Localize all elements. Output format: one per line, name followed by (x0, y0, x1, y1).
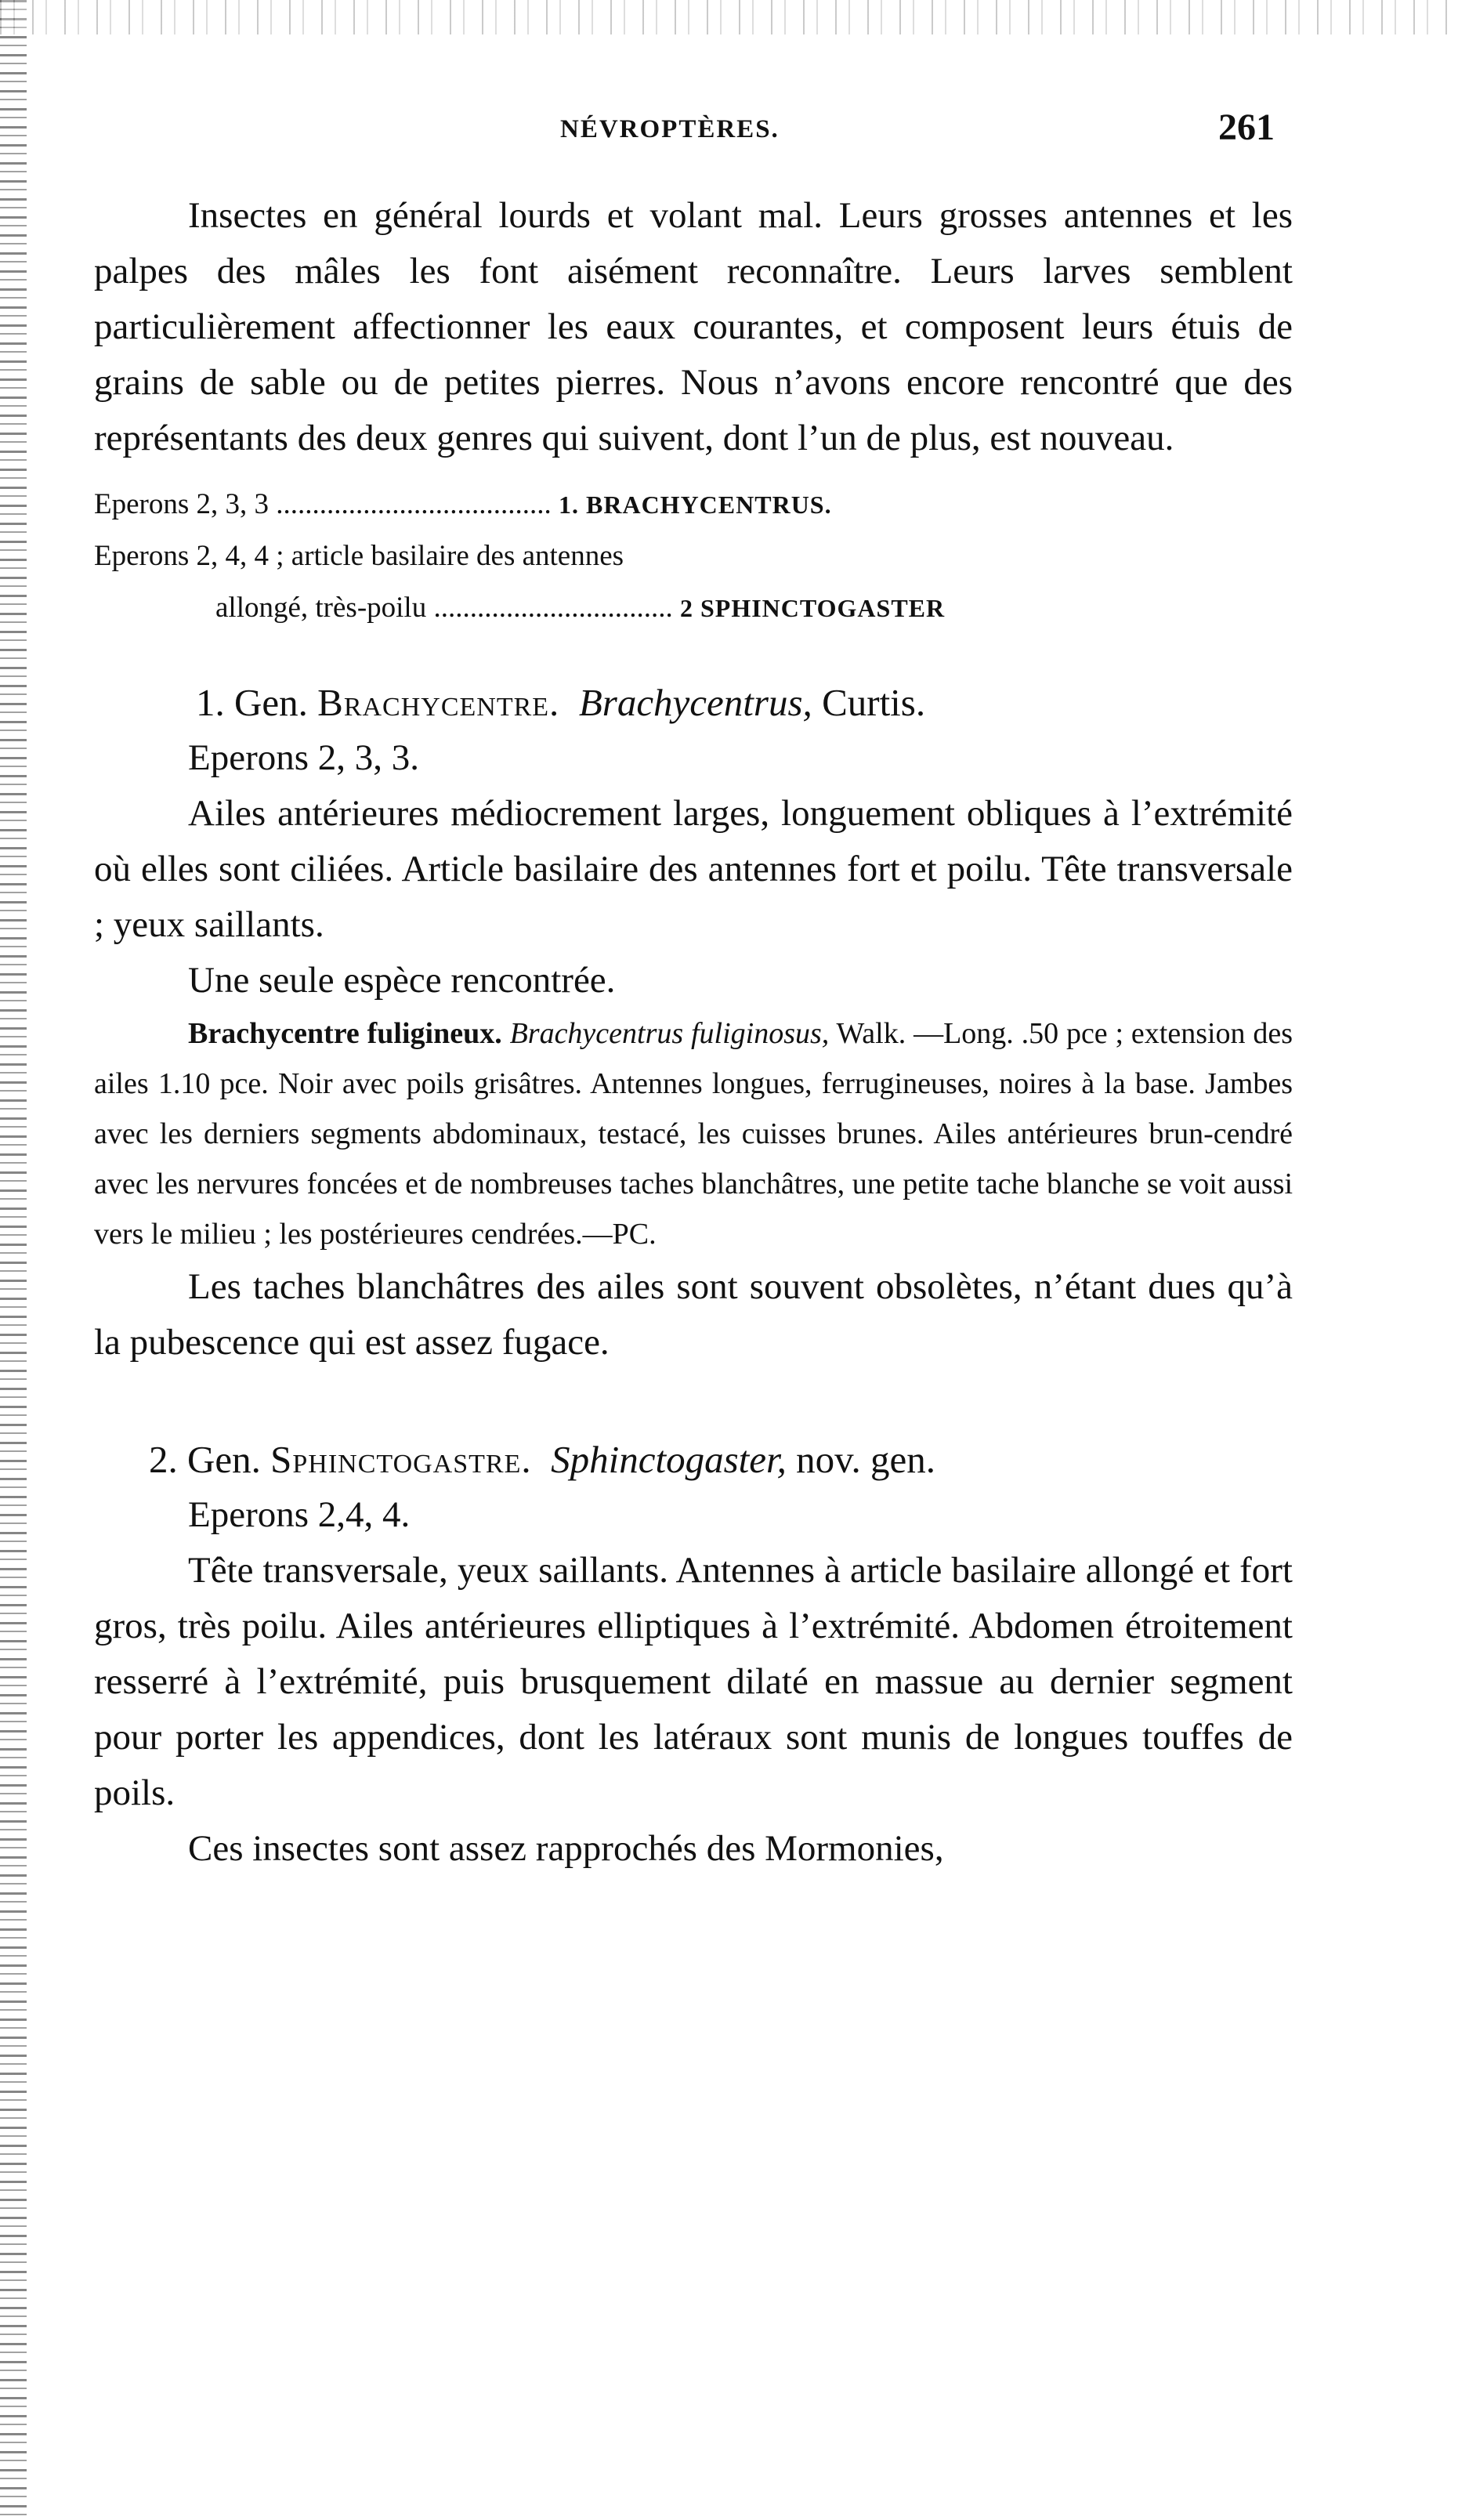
genus-2-latin: Sphinctogaster, (551, 1438, 787, 1481)
genus-1-number: 1. Gen. (196, 681, 308, 724)
key-row-3 (94, 582, 1293, 634)
scan-edge-left (0, 0, 27, 2520)
species-description: —Long. .50 pce ; extension des ailes 1.10 pce. Noir avec poils grisâtres. Antennes longues, ferrugineuses, noires à la base. Jambes avec les derniers segments abdominaux, testacé, les cuisses brunes. Ailes antérieures brun-cendré avec les nervures foncées et de nombreuses taches blanchâtres, une petite tache blanche se voit aussi vers le milieu ; les postérieures cendrées.—PC. (94, 1017, 1293, 1251)
key-row-2-text: Eperons 2, 4, 4 ; article basilaire des antennes (94, 540, 624, 572)
key-row-1-text: Eperons 2, 3, 3 ...................................... (94, 488, 552, 520)
genus-2-author: nov. gen. (796, 1438, 935, 1481)
genus-1-name: Brachycentre. (317, 681, 560, 724)
genus-2-description: Tête transversale, yeux saillants. Antennes à article basilaire allongé et fort gros, très poilu. Ailes antérieures elliptiques à l’extrémité. Abdomen étroitement resserré à l’extrémité, puis brusquement dilaté en massue au dernier segment pour porter les appendices, dont les latéraux sont munis de longues touffes de poils. (94, 1550, 1293, 1813)
species-name: Brachycentre fuligineux. (188, 1017, 502, 1050)
page-number: 261 (1218, 107, 1275, 148)
genus-1-remark: Les taches blanchâtres des ailes sont souvent obsolètes, n’étant dues qu’à la pubescence qui est assez fugace. (94, 1266, 1293, 1363)
genus-2-continuation: Ces insectes sont assez rapprochés des Mormonies, (188, 1828, 944, 1869)
identification-key (94, 479, 1293, 634)
genus-1-author: Curtis. (822, 681, 926, 724)
intro-paragraph: Insectes en général lourds et volant mal. Leurs grosses antennes et les palpes des mâles les font aisément reconnaître. Leurs larves semblent particulièrement affectionner les eaux courantes, et composent leurs étuis de grains de sable ou de petites pierres. Nous n’avons encore rencontré que des représentants des deux genres qui suivent, dont l’un de plus, est nouveau. (94, 195, 1293, 458)
key-row-2 (94, 530, 1293, 582)
genus-1-spurs: Eperons 2, 3, 3. (188, 737, 420, 778)
genus-1-latin: Brachycentrus, (578, 681, 812, 724)
running-title: NÉVROPTÈRES. (560, 115, 780, 143)
species-latin: Brachycentrus fuliginosus, (509, 1017, 830, 1050)
genus-1-heading (94, 675, 1293, 730)
page-header (0, 106, 1458, 161)
page-body (94, 188, 1293, 1877)
genus-2-number: 2. Gen. (149, 1438, 261, 1481)
key-row-3-text: allongé, très-poilu ................................. (215, 592, 673, 624)
species-entry (94, 1008, 1293, 1259)
key-row-1 (94, 479, 1293, 530)
genus-1-species-note: Une seule espèce rencontrée. (188, 960, 616, 1001)
genus-1-description: Ailes antérieures médiocrement larges, longuement obliques à l’extrémité où elles sont ciliées. Article basilaire des antennes fort et poilu. Tête transversale ; yeux saillants. (94, 793, 1293, 945)
scan-edge-top (0, 0, 1458, 34)
genus-2-heading (94, 1432, 1293, 1487)
key-row-1-result: 1. BRACHYCENTRUS. (559, 491, 832, 519)
species-author: Walk. (836, 1017, 906, 1050)
key-row-3-result: 2 SPHINCTOGASTER (679, 594, 946, 622)
genus-2-spurs: Eperons 2,4, 4. (188, 1494, 411, 1535)
genus-2-name: Sphinctogastre. (270, 1438, 532, 1481)
